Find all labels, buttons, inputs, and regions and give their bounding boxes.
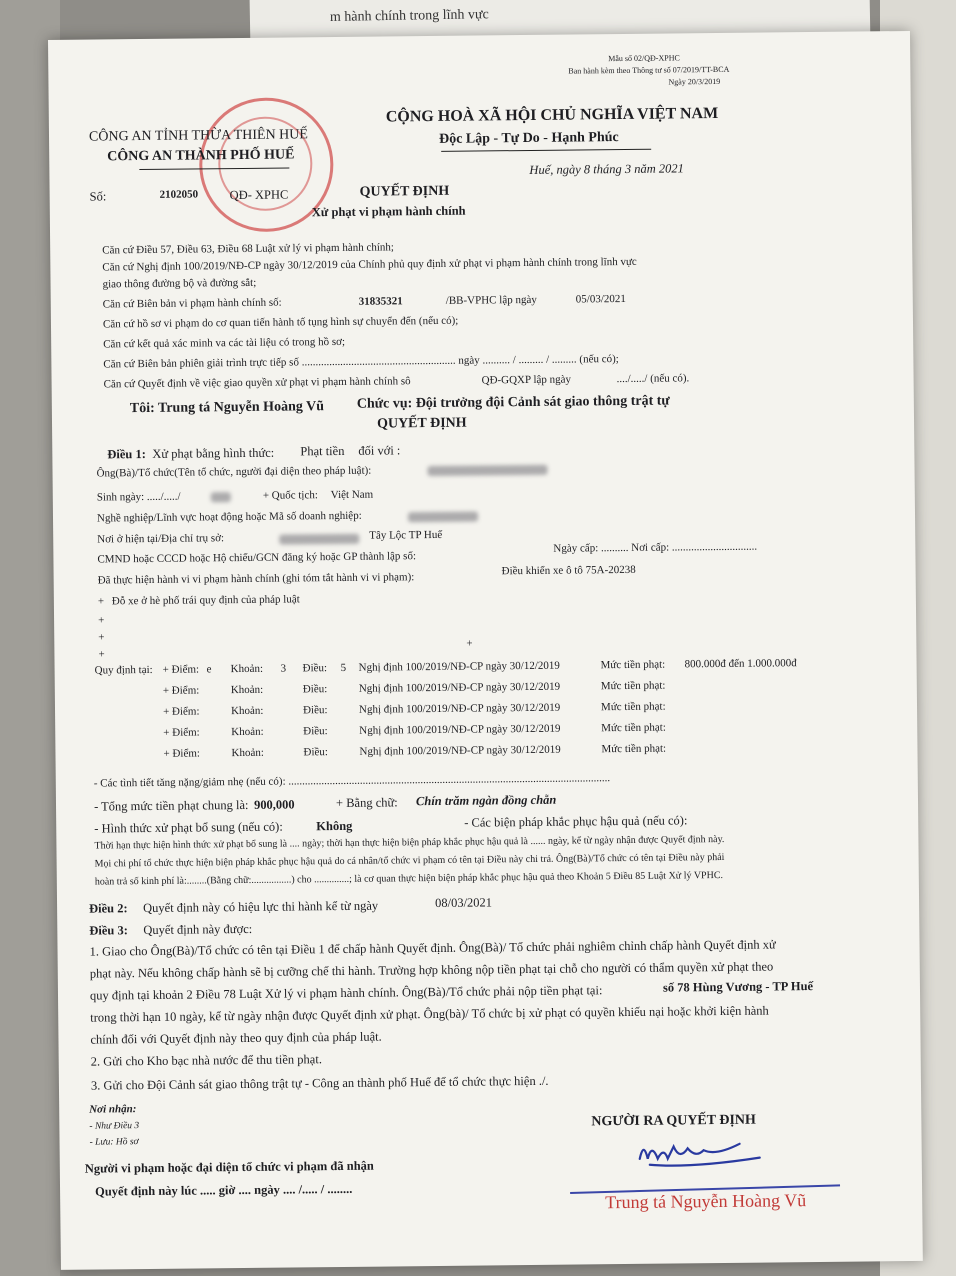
occupation-label: Nghề nghiệp/Lĩnh vực hoạt động hoặc Mã số doanh nghiệp: (96, 509, 362, 525)
ground-line: giao thông đường bộ và đường sắt; (102, 276, 257, 291)
recipient-item: - Như Điều 3 (89, 1121, 140, 1132)
violation-label: Đã thực hiện hành vi vi phạm hành chính (ghi tóm tắt hành vi vi phạm): (97, 571, 415, 587)
delegation-text: QĐ-GQXP lập ngày (481, 373, 572, 387)
officer-position: Chức vụ: Đội trưởng đội Cảnh sát giao thông trật tự (356, 393, 670, 412)
nationality-label: + Quốc tịch: (262, 489, 318, 502)
regulation-dieu-val: 5 (340, 661, 347, 674)
ground-line: Căn cứ Điều 57, Điều 63, Điều 68 Luật xử lý vi phạm hành chính; (102, 241, 395, 257)
redacted-address (279, 534, 359, 545)
regulation-fine-label: Mức tiền phạt: (600, 658, 666, 672)
decision-number: 2102050 (159, 188, 199, 201)
signer-title: NGƯỜI RA QUYẾT ĐỊNH (591, 1112, 756, 1130)
nationality-value: Việt Nam (330, 488, 374, 502)
redacted-dob (211, 492, 231, 502)
article-3-line: 1. Giao cho Ông(Bà)/Tổ chức có tên tại Điều 1 để chấp hành Quyết định. Ông(Bà)/ Tổ chức phải nghiêm chỉnh chấp hành Quyết định xử (89, 937, 776, 959)
dob-label: Sinh ngày: ...../...../ (96, 490, 181, 504)
regulation-diem: + Điểm: (162, 684, 200, 697)
regulation-khoan: Khoản: (230, 662, 264, 676)
address-label: Nơi ở hiện tại/Địa chỉ trụ sở: (97, 532, 225, 546)
id-label: CMND hoặc CCCD hoặc Hộ chiếu/GCN đăng ký hoặc GP thành lập số: (97, 550, 417, 566)
circumstances-line: - Các tình tiết tăng nặng/giảm nhẹ (nếu có): ..................................................................................................................... (93, 772, 611, 790)
article-3-line: 3. Gửi cho Đội Cảnh sát giao thông trật tự - Công an thành phố Huế để tổ chức thực hiện ./. (90, 1073, 549, 1093)
record-number: 31835321 (358, 295, 403, 308)
remedy-note: Mọi chi phí tổ chức thực hiện biện pháp khắc phục hậu quả do cá nhân/tổ chức vi phạm có tên tại Điều này chi trả. Ông(Bà)/Tổ chức có tên tại Điều này phải (94, 851, 725, 870)
ground-line: Căn cứ hồ sơ vi phạm do cơ quan tiến hành tố tụng hình sự chuyển đến (nếu có); (102, 314, 459, 331)
ground-line: Căn cứ Biên bản phiên giải trình trực tiếp số ........................................................ ngày .......... / ......... / ......... (nếu có); (103, 353, 619, 371)
regulation-decree: Nghị định 100/2019/NĐ-CP ngày 30/12/2019 (358, 680, 561, 695)
article-1-title: Điều 1: (107, 446, 146, 462)
payment-place: số 78 Hùng Vương - TP Huế (662, 979, 814, 995)
violation-bullet: + (97, 595, 105, 608)
regulation-dieu: Điều: (303, 746, 328, 759)
form-date: Ngày 20/3/2019 (668, 76, 721, 87)
regulation-dieu: Điều: (302, 683, 328, 696)
violation-bullet: + (98, 631, 105, 644)
in-words-label: + Bằng chữ: (335, 795, 398, 811)
doc-title: QUYẾT ĐỊNH (359, 183, 450, 200)
regulation-fine-label: Mức tiền phạt: (600, 700, 666, 714)
form-issued-with: Ban hành kèm theo Thông tư số 07/2019/TT-BCA (568, 64, 730, 76)
violation-bullet: + (466, 637, 473, 650)
decision-document (48, 31, 923, 1270)
receipt-line-1: Người vi phạm hoặc đại diện tổ chức vi phạm đã nhận (84, 1158, 374, 1176)
agency-name-2: CÔNG AN THÀNH PHỐ HUẾ (107, 147, 295, 165)
regulation-diem: + Điểm: (163, 726, 200, 739)
regulation-decree: Nghị định 100/2019/NĐ-CP ngày 30/12/2019 (359, 722, 561, 737)
remedy-note: Thời hạn thực hiện hình thức xử phạt bổ sung là .... ngày; thời hạn thực hiện biện pháp khắc phục hậu quả là ...... ngày, kể từ ngày nhận được Quyết định này. (94, 833, 725, 852)
regulation-fine-label: Mức tiền phạt: (600, 679, 666, 693)
decision-heading: QUYẾT ĐỊNH (376, 415, 467, 432)
remedy-label: - Các biện pháp khắc phục hậu quả (nếu có): (464, 813, 688, 830)
regulation-diem-val: e (206, 663, 212, 676)
extra-penalty-label: - Hình thức xử phạt bổ sung (nếu có): (94, 819, 283, 836)
redacted-occupation (408, 512, 478, 523)
issue-info: Ngày cấp: .......... Nơi cấp: ............................... (553, 540, 758, 555)
ground-line: Căn cứ Nghị định 100/2019/NĐ-CP ngày 30/12/2019 của Chính phủ quy định xử phạt vi phạm hành chính trong lĩnh vực (102, 255, 637, 274)
penalty-form-label: Xử phạt bằng hình thức: (152, 445, 275, 461)
article-3-line: quy định tại khoản 2 Điều 78 Luật Xử lý vi phạm hành chính. Ông(Bà)/Tổ chức phải nộp tiền phạt tại: (89, 983, 603, 1003)
regulation-prefix: Quy định tại: (94, 663, 153, 677)
article-3-line: trong thời hạn 10 ngày, kể từ ngày nhận được Quyết định xử phạt. Ông(bà)/ Tổ chức bị xử phạt có quyền khiếu nại hoặc khởi kiện hành (90, 1003, 769, 1025)
ground-line: Căn cứ Biên bản vi phạm hành chính số: (102, 296, 282, 311)
regulation-khoan: Khoản: (230, 704, 264, 718)
violation-detail: Đỗ xe ở hè phố trái quy định của pháp luật (111, 593, 300, 608)
receipt-line-2: Quyết định này lúc ..... giờ .... ngày .... /..... / ........ (94, 1181, 353, 1199)
remedy-note: hoàn trả số kinh phí là:........(Bằng chữ:................) cho ..............; là cơ quan thực hiện biện pháp khắc phục hậu quả theo Khoản 5 Điều 85 Luật Xử lý VPHC. (94, 869, 724, 888)
regulation-fine-label: Mức tiền phạt: (601, 721, 666, 735)
regulation-fine-val: 800.000đ đến 1.000.000đ (684, 657, 797, 671)
address-value: Tây Lộc TP Huế (369, 528, 443, 542)
officer-name: Tôi: Trung tá Nguyễn Hoàng Vũ (129, 399, 325, 417)
regulation-diem: + Điểm: (162, 663, 200, 676)
in-words-value: Chín trăm ngàn đồng chẵn (415, 792, 557, 809)
effective-date: 08/03/2021 (434, 895, 493, 910)
regulation-decree: Nghị định 100/2019/NĐ-CP ngày 30/12/2019 (359, 743, 561, 758)
regulation-fine-label: Mức tiền phạt: (601, 742, 667, 756)
regulation-diem: + Điểm: (163, 747, 200, 760)
recipients-label: Nơi nhận: (89, 1103, 137, 1116)
violator-label: Ông(Bà)/Tổ chức(Tên tổ chức, người đại diện theo pháp luật): (96, 464, 372, 480)
motto-underline (441, 149, 651, 152)
republic-title: CỘNG HOÀ XÃ HỘI CHỦ NGHĨA VIỆT NAM (385, 104, 719, 126)
record-date: 05/03/2021 (575, 292, 626, 306)
delegation-tail: ..../...../ (nếu có). (616, 372, 690, 386)
total-fine-label: - Tổng mức tiền phạt chung là: (93, 797, 249, 814)
violation-bullet: + (98, 614, 105, 627)
regulation-khoan-val: 3 (280, 662, 287, 675)
penalty-against: đối với : (358, 443, 401, 458)
article-3-text: Quyết định này được: (143, 921, 253, 938)
article-3-title: Điều 3: (89, 923, 128, 938)
doc-subtitle: Xử phạt vi phạm hành chính (311, 203, 466, 220)
ground-line: Căn cứ kết quả xác minh va các tài liệu có trong hồ sơ; (103, 335, 346, 351)
article-3-line: 2. Gửi cho Kho bạc nhà nước để thu tiền phạt. (90, 1052, 322, 1069)
regulation-khoan: Khoản: (230, 683, 264, 697)
redacted-name (427, 465, 547, 476)
regulation-khoan: Khoản: (231, 725, 264, 739)
form-number: Mẫu số 02/QĐ-XPHC (608, 53, 680, 64)
agency-name-1: CÔNG AN TỈNH THỪA THIÊN HUẾ (88, 127, 309, 145)
extra-penalty-value: Không (316, 818, 353, 834)
regulation-khoan: Khoản: (231, 746, 264, 760)
violation-bullet: + (98, 648, 105, 661)
handwritten-signature (629, 1127, 780, 1179)
regulation-decree: Nghị định 100/2019/NĐ-CP ngày 30/12/2019 (358, 701, 561, 716)
article-2-text: Quyết định này có hiệu lực thi hành kể từ ngày (143, 898, 379, 916)
number-label: Số: (89, 189, 107, 204)
regulation-dieu: Điều: (302, 662, 328, 675)
regulation-decree: Nghị định 100/2019/NĐ-CP ngày 30/12/2019 (358, 659, 560, 674)
record-suffix: /BB-VPHC lập ngày (445, 293, 537, 307)
violation-value: Điều khiển xe ô tô 75A-20238 (501, 563, 636, 578)
article-3-line: chính đối với Quyết định này theo quy định của pháp luật. (90, 1029, 382, 1047)
regulation-diem: + Điểm: (162, 705, 200, 718)
total-fine-value: 900,000 (253, 797, 295, 812)
motto: Độc Lập - Tự Do - Hạnh Phúc (438, 130, 619, 147)
ground-line: Căn cứ Quyết định về việc giao quyền xử phạt vi phạm hành chính sô (103, 375, 411, 391)
background-sheet-text: m hành chính trong lĩnh vực (329, 7, 489, 26)
article-3-line: phạt này. Nếu không chấp hành sẽ bị cưỡng chế thi hành. Trường hợp không nộp tiền phạt tại chỗ cho người có thẩm quyền xử phạt theo (89, 959, 774, 981)
place-date: Huế, ngày 8 tháng 3 năm 2021 (529, 161, 684, 177)
recipient-item: - Lưu: Hồ sơ (89, 1137, 139, 1148)
penalty-form-value: Phạt tiền (300, 443, 345, 459)
signer-name-stamp: Trung tá Nguyễn Hoàng Vũ (605, 1190, 807, 1213)
article-2-title: Điều 2: (89, 901, 128, 916)
decision-suffix: QĐ- XPHC (229, 187, 289, 203)
regulation-dieu: Điều: (302, 704, 328, 717)
regulation-dieu: Điều: (303, 725, 328, 738)
